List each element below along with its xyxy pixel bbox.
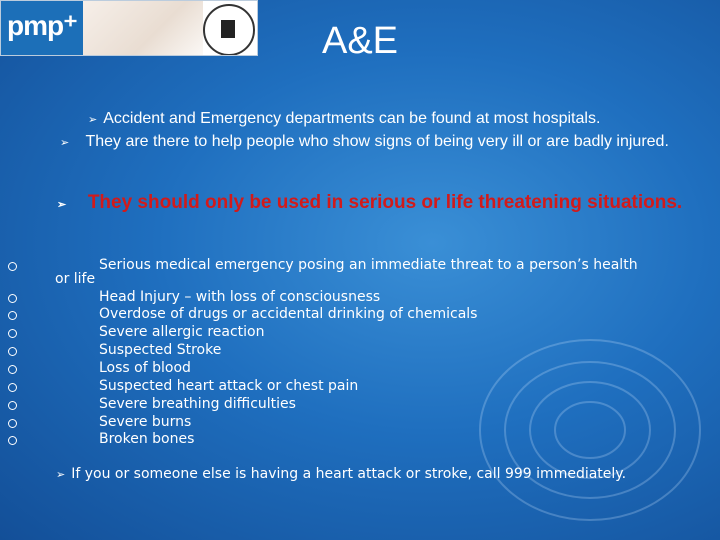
circle-bullet-icon	[8, 436, 17, 445]
circle-bullet-icon	[8, 347, 17, 356]
pmp-logo-mark: pmp⁺	[7, 10, 77, 41]
circle-bullet-icon	[8, 419, 17, 428]
circle-bullet-icon	[8, 262, 17, 271]
circle-bullet-icon	[8, 383, 17, 392]
emphasis-bullet: ➢ They should only be used in serious or life threatening situations.	[57, 192, 683, 213]
arrow-icon: ➢	[56, 468, 66, 481]
arrow-icon: ➢	[88, 114, 98, 126]
decorative-swirl	[460, 320, 710, 530]
bullet-2: ➢ They are there to help people who show signs of being very ill or are badly injured.	[60, 133, 669, 150]
circle-bullet-icon	[8, 329, 17, 338]
circle-bullet-icon	[8, 365, 17, 374]
circle-bullet-icon	[8, 311, 17, 320]
page-title: A&E	[321, 20, 399, 62]
footer-note: ➢ If you or someone else is having a heart attack or stroke, call 999 immediately.	[56, 466, 627, 482]
arrow-icon: ➢	[57, 199, 67, 211]
list-item-wrap: or life	[55, 271, 96, 287]
circle-bullet-icon	[8, 401, 17, 410]
arrow-icon: ➢	[60, 137, 70, 149]
circle-bullet-icon	[8, 294, 17, 303]
bullet-1: ➢ Accident and Emergency departments can be found at most hospitals.	[88, 110, 601, 127]
